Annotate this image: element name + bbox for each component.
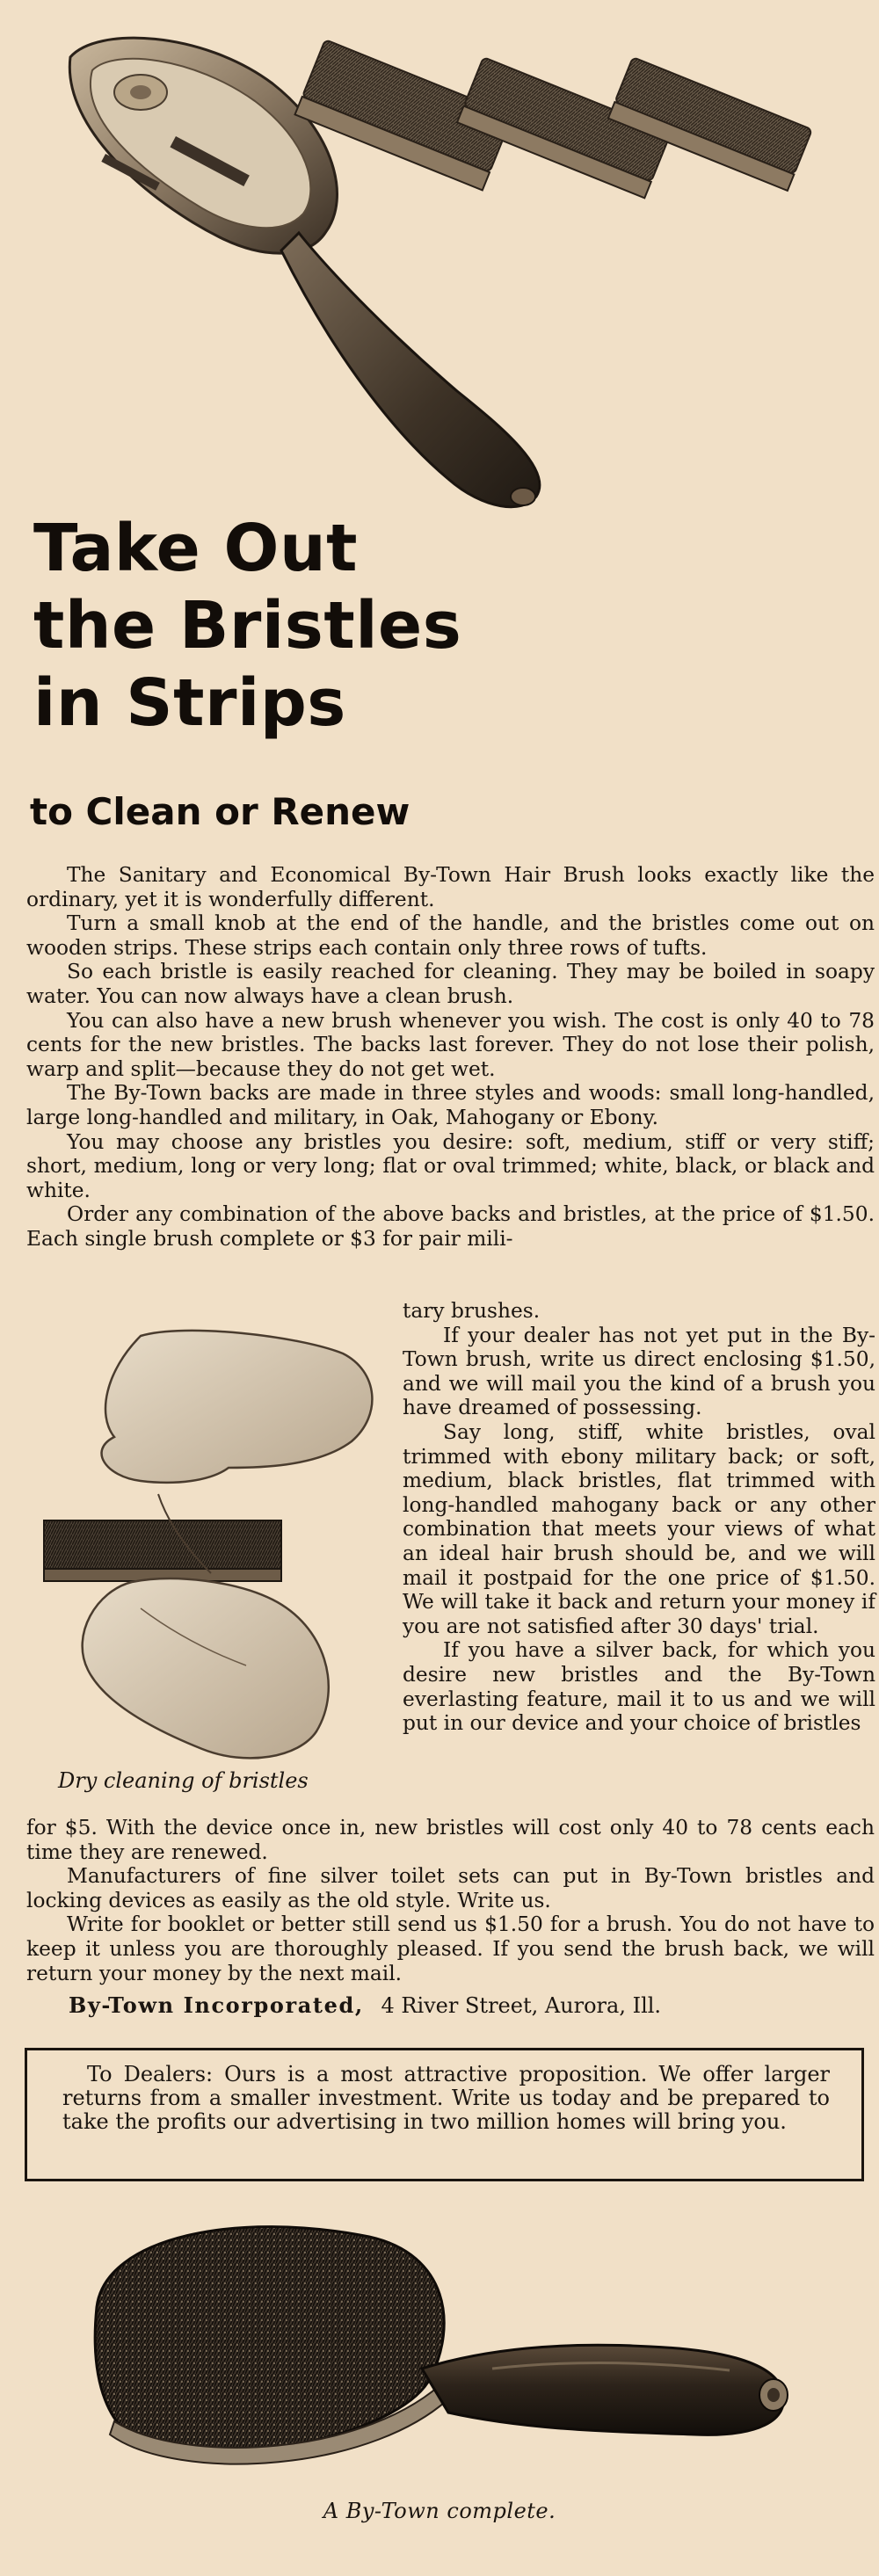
dealers-notice-box xyxy=(25,2048,864,2181)
paragraph: You may choose any bristles you desire: soft, medium, stiff or very stiff; short, medium, long or very long; flat or oval trimmed; white, black, or black and white. xyxy=(26,1129,875,1202)
dealers-notice-text: To Dealers: Ours is a most attractive proposition. We offer larger returns from a smaller investment. Write us today and be prepared to take the profits our advertising in two million homes will bring you. xyxy=(62,2062,830,2134)
paragraph: The Sanitary and Economical By-Town Hair Brush looks exactly like the ordinary, yet it is wonderfully different. xyxy=(26,863,875,911)
upper-hand xyxy=(102,1331,373,1483)
company-address: 4 River Street, Aurora, Ill. xyxy=(381,1993,662,2018)
paragraph: If your dealer has not yet put in the By-Town brush, write us direct enclosing $1.50, and we will mail you the kind of a brush you have dreamed of possessing. xyxy=(403,1323,875,1420)
complete-brush-caption: A By-Town complete. xyxy=(323,2499,556,2523)
paragraph: Manufacturers of fine silver toilet sets can put in By-Town bristles and locking devices as easily as the old style. Write us. xyxy=(26,1864,875,1912)
headline-line-3: in Strips xyxy=(33,665,346,741)
paragraph: Order any combination of the above backs and bristles, at the price of $1.50. Each single brush complete or $3 for pair mili- xyxy=(26,1202,875,1251)
paragraph: Write for booklet or better still send us $1.50 for a brush. You do not have to keep it unless you are thoroughly pleased. If you send the brush back, we will return your money by the next mail. xyxy=(26,1912,875,1985)
company-name: By-Town Incorporated, xyxy=(69,1992,364,2018)
lower-hand xyxy=(83,1578,329,1758)
company-signature xyxy=(69,1992,842,2018)
brush-back-with-strips-illustration xyxy=(44,22,861,514)
complete-brush xyxy=(95,2227,788,2464)
paragraph: Say long, stiff, white bristles, oval trimmed with ebony military back; or soft, medium, black bristles, flat trimmed with long-handled mahogany back or any other combination that meets your views of what an ideal hair brush should be, and we will mail it postpaid for the one price of $1.50. We will take it back and return your money if you are not satisfied after 30 days' trial. xyxy=(403,1419,875,1638)
headline xyxy=(33,510,649,742)
hand-cleaning-bristles-illustration xyxy=(35,1318,387,1775)
paragraph: for $5. With the device once in, new bristles will cost only 40 to 78 cents each time they are renewed. xyxy=(26,1816,875,1864)
paragraph: You can also have a new brush whenever you wish. The cost is only 40 to 78 cents for the new bristles. The backs last forever. They do not lose their polish, warp and split—because they do not get wet. xyxy=(26,1008,875,1081)
paragraph: The By-Town backs are made in three styles and woods: small long-handled, large long-handled and military, in Oak, Mahogany or Ebony. xyxy=(26,1081,875,1129)
subheadline: to Clean or Renew xyxy=(30,790,410,833)
body-copy xyxy=(26,863,875,1252)
headline-line-2: the Bristles xyxy=(33,588,462,664)
complete-brush-illustration xyxy=(79,2202,817,2500)
paragraph: tary brushes. xyxy=(403,1299,541,1323)
closing-copy xyxy=(26,1816,875,1985)
paragraph: So each bristle is easily reached for cleaning. They may be boiled in soapy water. You can now always have a clean brush. xyxy=(26,960,875,1008)
headline-line-1: Take Out xyxy=(33,511,359,586)
held-bristle-strip xyxy=(44,1520,281,1581)
paragraph: Turn a small knob at the end of the handle, and the bristles come out on wooden strips. These strips each contain only three rows of tufts. xyxy=(26,911,875,960)
right-column-copy xyxy=(403,1299,875,1736)
hand-illustration-caption: Dry cleaning of bristles xyxy=(58,1768,309,1793)
paragraph: If you have a silver back, for which you desire new bristles and the By-Town everlasting feature, mail it to us and we will put in our device and your choice of bristles xyxy=(403,1638,875,1736)
